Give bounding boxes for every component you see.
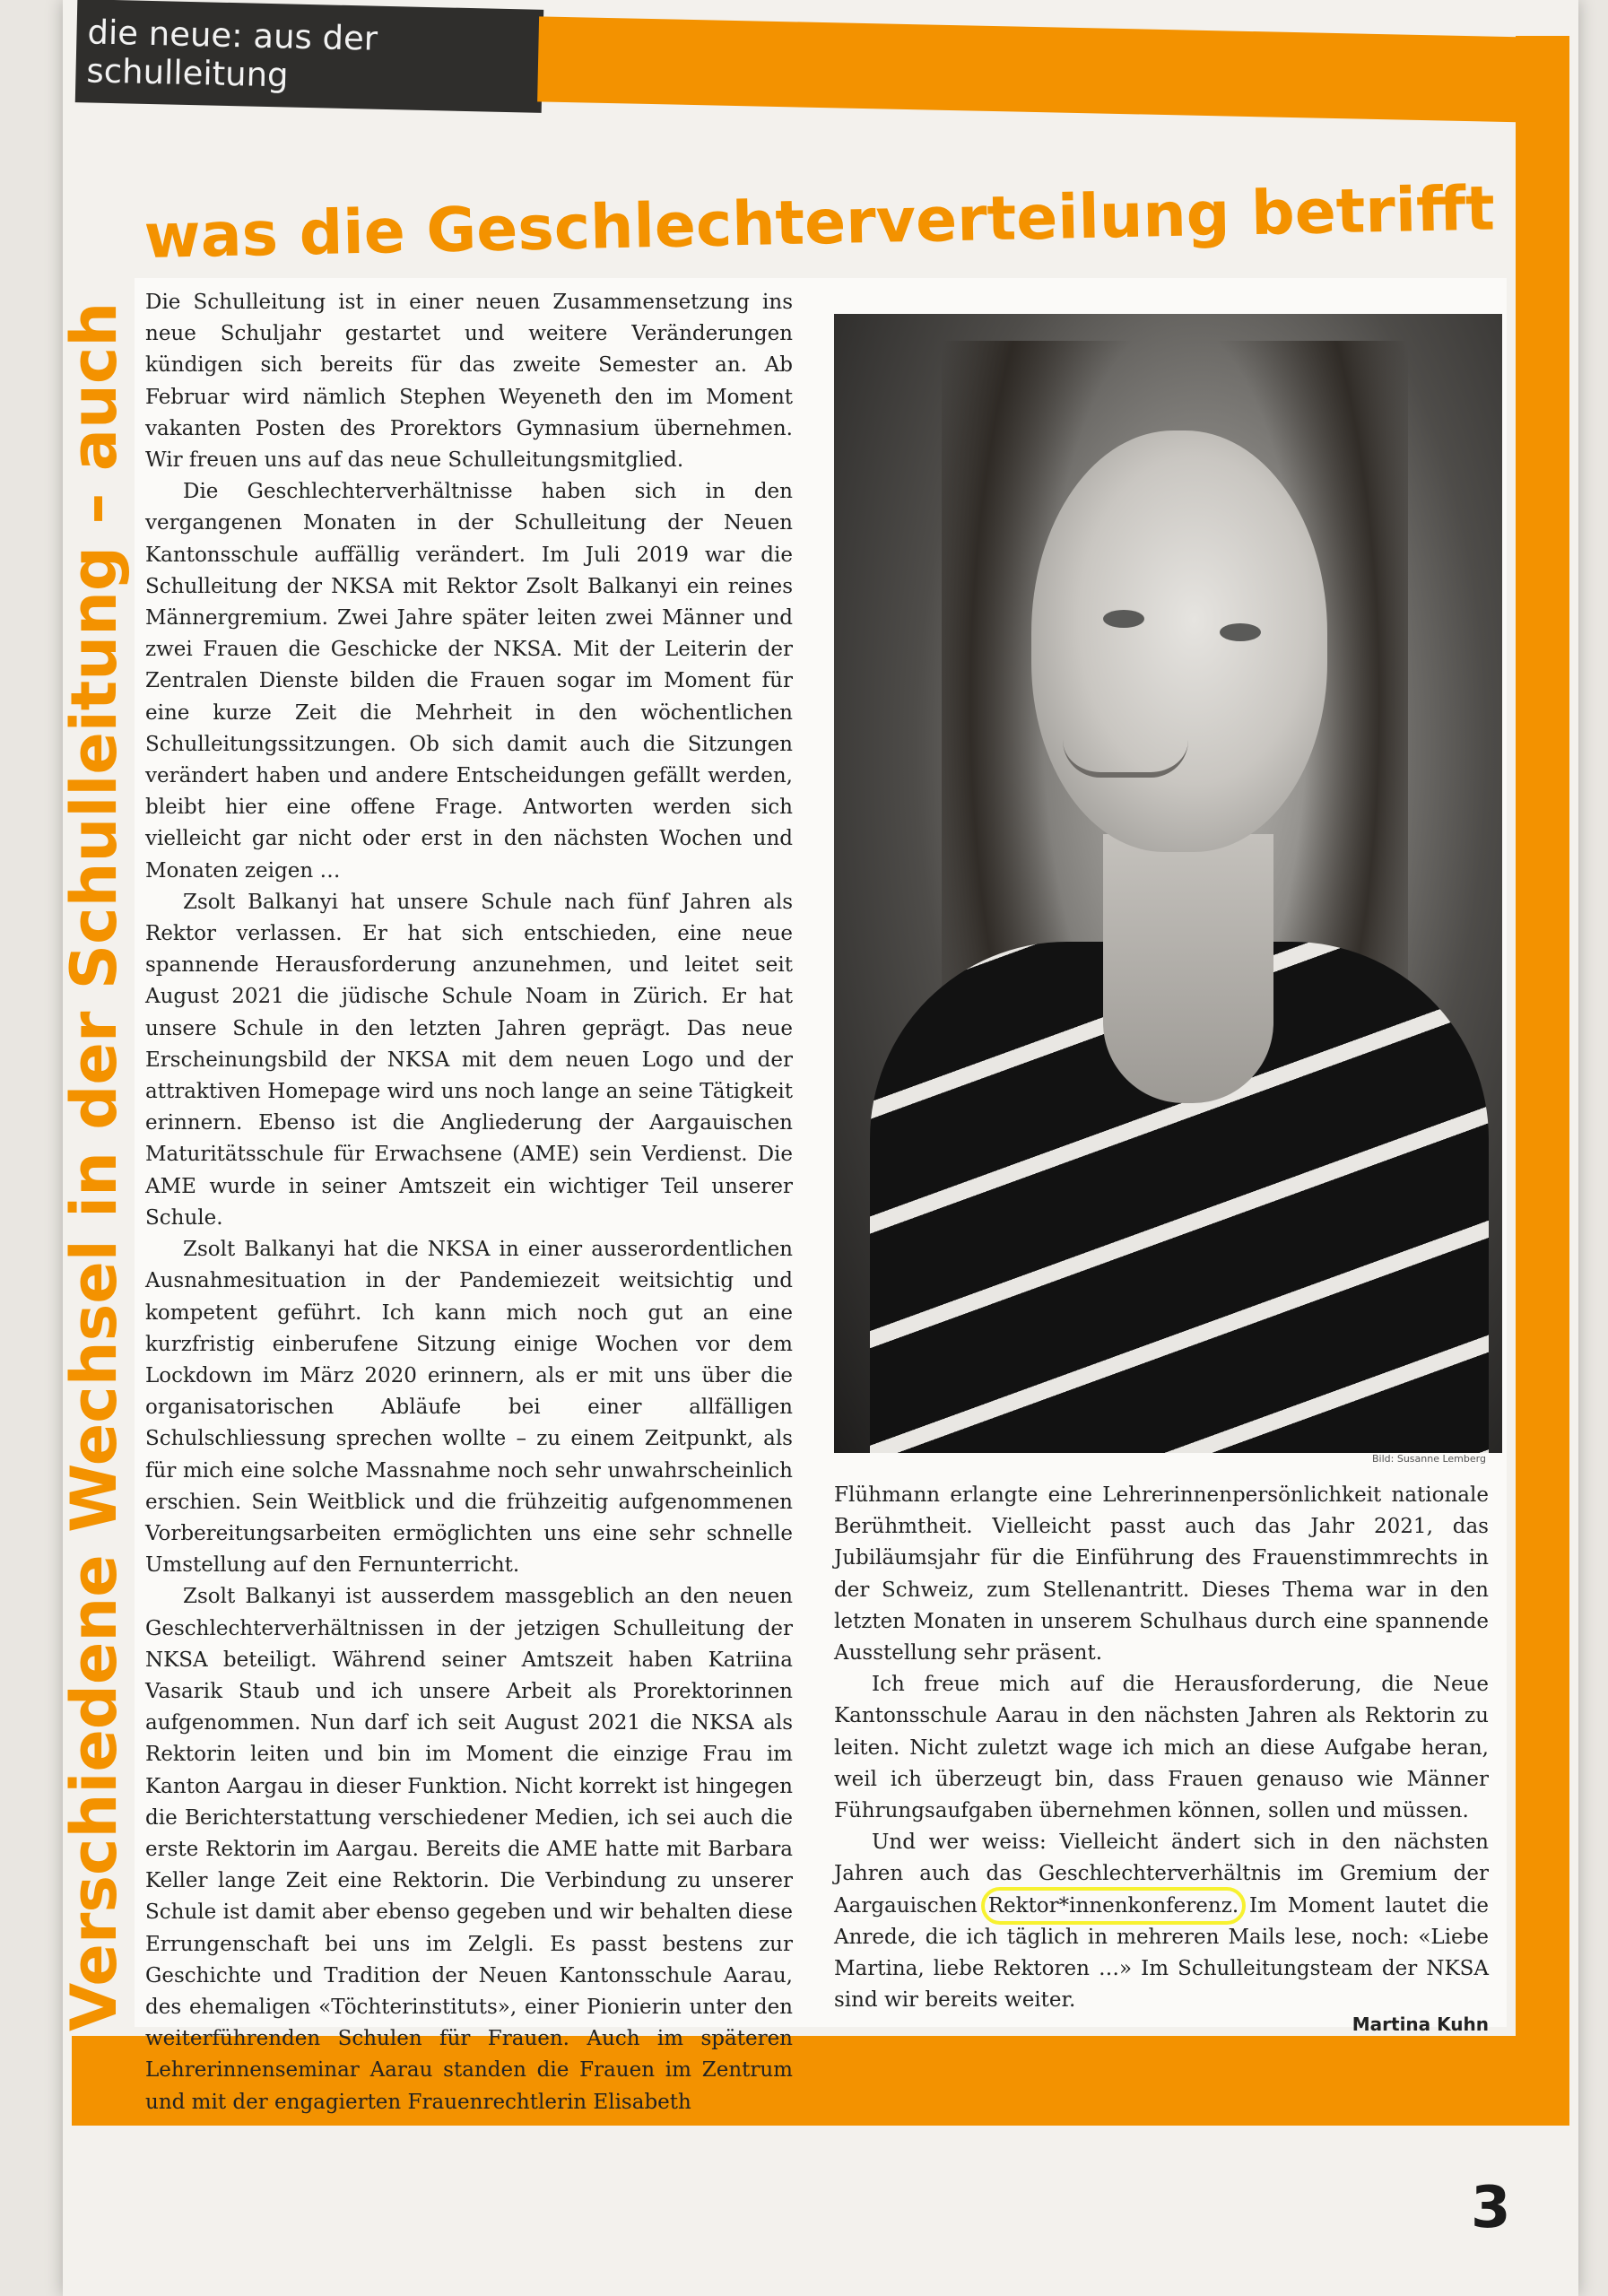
photo-mouth xyxy=(1063,740,1188,778)
page-footer-area xyxy=(72,2126,1569,2296)
author-signature: Martina Kuhn xyxy=(1352,2013,1489,2036)
paragraph-last xyxy=(834,1827,1489,2016)
portrait-photo xyxy=(834,314,1502,1453)
photo-eye xyxy=(1220,623,1261,641)
paragraph: Ich freue mich auf die Herausforderung, die Neue Kantonsschule Aarau in den nächsten Jahren als Rektorin zu leiten. Nicht zuletzt wage ich mich an diese Aufgabe heran, weil ich überzeugt bin, dass Frauen genauso wie Männer Führungsaufgaben übernehmen können, sollen und müssen. xyxy=(834,1673,1489,1823)
paragraph: Flühmann erlangte eine Lehrerinnenpersönlichkeit nationale Berühmtheit. Vielleicht passt auch das Jahr 2021, das Jubiläumsjahr für die Einführung des Frauenstimmrechts in der Schweiz, zum Stellenantritt. Dieses Thema war in den letzten Monaten in unserem Schulhaus durch eine spannende Ausstellung sehr präsent. xyxy=(834,1483,1489,1665)
paragraph-text: Im Moment lautet die Anrede, die ich täglich in mehreren Mails lese, noch: «Liebe Martina, liebe Rektoren …» Im Schulleitungsteam der NKSA sind wir bereits weiter. xyxy=(834,1893,1489,2013)
photo-credit: Bild: Susanne Lemberg xyxy=(1372,1453,1486,1465)
paragraph: Zsolt Balkanyi hat unsere Schule nach fünf Jahren als Rektor verlassen. Er hat sich entschieden, eine neue spannende Herausforderung anzunehmen, und leitet seit August 2021 die jüdische Schule Noam in Zürich. Er hat unsere Schule in den letzten Jahren geprägt. Das neue Erscheinungsbild der NKSA mit dem neuen Logo und der attraktiven Homepage wird uns noch lange an seine Tätigkeit erinnern. Ebenso ist die Angliederung der Aargauischen Maturitätsschule für Erwachsene (AME) sein Verdienst. Die AME wurde in seiner Amtszeit ein wichtiger Teil unserer Schule. xyxy=(145,890,793,1230)
right-orange-band xyxy=(1516,36,1569,2099)
left-column xyxy=(145,287,793,2118)
vertical-title: Verschiedene Wechsel in der Schulleitung – auch xyxy=(57,301,131,2031)
section-label: die neue: aus der schulleitung xyxy=(75,0,543,113)
paragraph-text: Und wer weiss: Vielleicht ändert sich in den nächsten Jahren auch das Geschlechterverhältnis im Gremium der Aargauischen xyxy=(834,1831,1489,1918)
highlighted-word: Rektor*innenkonferenz. xyxy=(987,1893,1239,1918)
page-number: 3 xyxy=(1471,2175,1511,2241)
paragraph: Die Schulleitung ist in einer neuen Zusammensetzung ins neue Schuljahr gestartet und weitere Veränderungen kündigen sich bereits für das zweite Semester an. Ab Februar wird nämlich Stephen Weyeneth den im Moment vakanten Posten des Prorektors Gymnasium übernehmen. Wir freuen uns auf das neue Schulleitungsmitglied. xyxy=(145,291,793,473)
paragraph: Zsolt Balkanyi hat die NKSA in einer ausserordentlichen Ausnahmesituation in der Pandemiezeit weitsichtig und kompetent geführt. Ich kann mich noch gut an eine kurzfristig einberufene Sitzung einige Wochen vor dem Lockdown im März 2020 erinnern, als er mit uns über die organisatorischen Abläufe bei einer allfälligen Schulschliessung sprechen wollte – zu einem Zeitpunkt, als für mich eine solche Massnahme noch sehr unwahrscheinlich erschien. Sein Weitblick und die frühzeitig aufgenommenen Vorbereitungsarbeiten ermöglichten uns eine sehr schnelle Umstellung auf den Fernunterricht. xyxy=(145,1238,793,1578)
paragraph: Zsolt Balkanyi ist ausserdem massgeblich an den neuen Geschlechterverhältnissen in der jetzigen Schulleitung der NKSA beteiligt. Während seiner Amtszeit haben Katriina Vasarik Staub und ich unsere Arbeit als Prorektorinnen aufgenommen. Nun darf ich seit August 2021 die NKSA als Rektorin leiten und bin im Moment die einzige Frau im Kanton Aargau in dieser Funktion. Nicht korrekt ist hingegen die Berichterstattung verschiedener Medien, ich sei auch die erste Rektorin im Aargau. Bereits die AME hatte mit Barbara Keller lange Zeit eine Rektorin. Die Verbindung zu unserer Schule ist damit aber ebenso gegeben und wir behalten diese Errungenschaft bei uns im Zelgli. Es passt bestens zur Geschichte und Tradition der Neuen Kantonsschule Aarau, des ehemaligen «Töchterinstituts», einer Pionierin unter den weiterführenden Schulen für Frauen. Auch im späteren Lehrerinnenseminar Aarau standen die Frauen im Zentrum und mit der engagierten Frauenrechtlerin Elisabeth xyxy=(145,1585,793,2114)
paragraph: Die Geschlechterverhältnisse haben sich in den vergangenen Monaten in der Schulleitung der Neuen Kantonsschule auffällig verändert. Im Juli 2019 war die Schulleitung der NKSA mit Rektor Zsolt Balkanyi ein reines Männergremium. Zwei Jahre später leiten zwei Männer und zwei Frauen die Geschicke der NKSA. Mit der Leiterin der Zentralen Dienste bilden die Frauen sogar im Moment für eine kurze Zeit die Mehrheit in den wöchentlichen Schulleitungssitzungen. Ob sich damit auch die Sitzungen verändert haben und andere Entscheidungen gefällt werden, bleibt hier eine offene Frage. Antworten werden sich vielleicht gar nicht oder erst in den nächsten Wochen und Monaten zeigen … xyxy=(145,480,793,883)
article-body xyxy=(135,278,1507,2114)
headline: was die Geschlechterverteilung betrifft xyxy=(143,173,1496,273)
photo-face xyxy=(1031,430,1327,852)
photo-neck xyxy=(1103,834,1273,1103)
right-column xyxy=(834,1480,1489,2041)
photo-eye xyxy=(1103,610,1144,628)
